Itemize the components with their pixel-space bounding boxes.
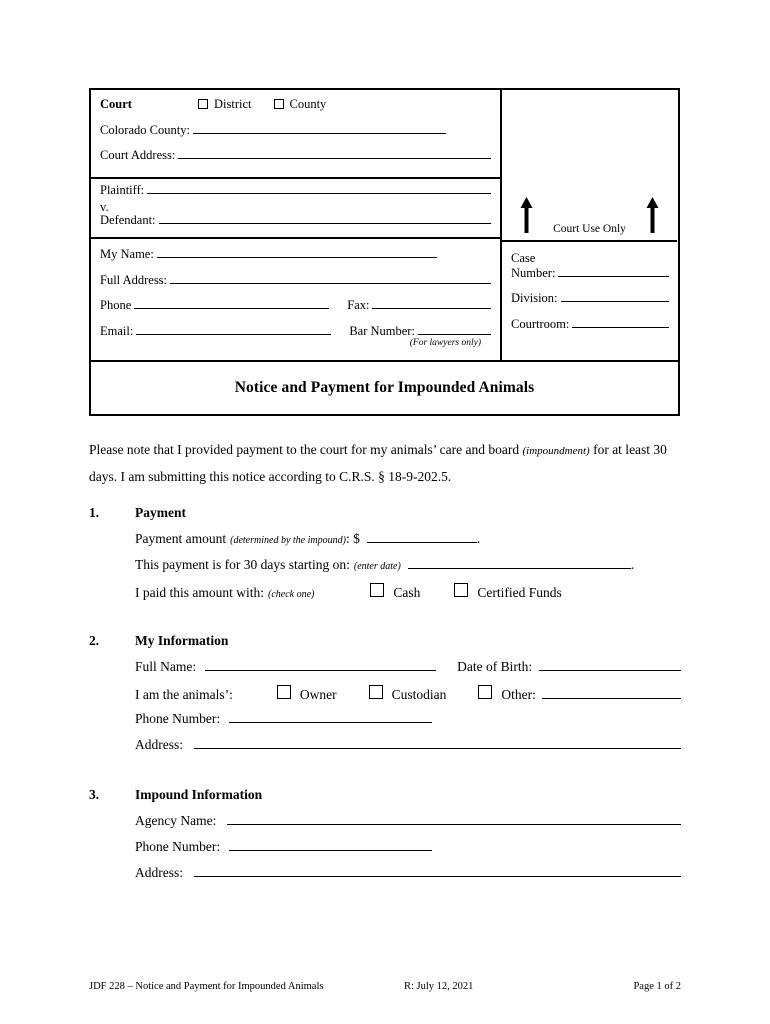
intro-impoundment-note: (impoundment) xyxy=(522,445,590,457)
court-use-only-block xyxy=(502,90,677,242)
bar-number-label: Bar Number: xyxy=(349,323,415,338)
court-type-district-option[interactable] xyxy=(198,97,252,112)
full-address-input[interactable] xyxy=(170,274,491,284)
section-2-title: My Information xyxy=(135,633,229,648)
form-title-bar xyxy=(91,360,678,413)
checkbox-cash-icon[interactable] xyxy=(370,583,384,597)
plaintiff-label: Plaintiff: xyxy=(100,183,145,197)
case-number-input[interactable] xyxy=(558,267,669,277)
court-use-only-label: Court Use Only xyxy=(553,223,626,235)
payment-method-cash-option[interactable] xyxy=(370,583,420,601)
section-my-information xyxy=(89,633,681,763)
payment-method-note: (check one) xyxy=(268,589,315,600)
payment-method-label: I paid this amount with: xyxy=(135,585,264,600)
courtroom-label: Courtroom: xyxy=(511,316,570,331)
court-label: Court xyxy=(100,97,132,111)
section-impound-information xyxy=(89,787,681,891)
agency-phone-number-row xyxy=(135,839,681,865)
checkbox-certified-funds-icon[interactable] xyxy=(454,583,468,597)
court-caption-box xyxy=(89,88,680,416)
agency-name-row xyxy=(135,813,681,839)
email-label: Email: xyxy=(100,323,134,338)
payment-start-date-row xyxy=(135,557,681,583)
fax-label: Fax: xyxy=(347,298,370,312)
payment-start-date-label: This payment is for 30 days starting on: xyxy=(135,557,350,572)
case-details-block xyxy=(502,242,677,360)
section-1-number: 1. xyxy=(89,505,100,520)
date-of-birth-input[interactable] xyxy=(539,660,681,671)
payment-start-date-note: (enter date) xyxy=(353,561,401,572)
section-3-title: Impound Information xyxy=(135,787,263,802)
my-address-input[interactable] xyxy=(194,738,681,749)
defendant-input[interactable] xyxy=(159,214,491,224)
my-full-name-input[interactable] xyxy=(205,660,436,671)
checkbox-custodian-icon[interactable] xyxy=(369,685,383,699)
court-type-district-label: District xyxy=(214,97,252,111)
parties-block xyxy=(91,179,500,239)
relationship-custodian-label: Custodian xyxy=(391,687,447,702)
intro-text-part1: Please note that I provided payment to the court for my animals’ care and board xyxy=(89,442,523,457)
payment-method-cash-label: Cash xyxy=(393,585,421,600)
payment-method-row xyxy=(135,583,681,609)
footer-revision-date: R: July 12, 2021 xyxy=(404,981,474,992)
checkbox-county-icon[interactable] xyxy=(274,99,284,109)
section-1-title: Payment xyxy=(135,505,186,520)
email-input[interactable] xyxy=(136,325,331,335)
payment-amount-row xyxy=(135,531,681,557)
my-phone-number-input[interactable] xyxy=(229,712,432,723)
caption-left-column xyxy=(91,90,502,360)
agency-phone-number-input[interactable] xyxy=(229,840,432,851)
case-number-label-line2: Number: xyxy=(511,265,556,280)
court-type-county-option[interactable] xyxy=(274,97,327,112)
payment-start-date-period: . xyxy=(630,557,635,572)
payment-amount-note: (determined by the impound) xyxy=(230,535,346,546)
section-payment xyxy=(89,505,681,609)
my-phone-number-row xyxy=(135,711,681,737)
intro-paragraph xyxy=(89,437,674,490)
relationship-owner-label: Owner xyxy=(299,687,337,702)
animal-relationship-label: I am the animals’: xyxy=(135,687,233,702)
payment-amount-currency: : $ xyxy=(345,531,360,546)
case-number-label-line1: Case xyxy=(511,251,536,265)
payment-amount-input[interactable] xyxy=(367,532,477,543)
relationship-custodian-option[interactable] xyxy=(369,685,447,703)
phone-input[interactable] xyxy=(134,299,329,309)
page-footer xyxy=(89,981,681,992)
footer-form-identifier: JDF 228 – Notice and Payment for Impounded Animals xyxy=(89,981,324,992)
agency-name-input[interactable] xyxy=(227,814,681,825)
payment-start-date-input[interactable] xyxy=(408,558,631,569)
fax-input[interactable] xyxy=(372,299,491,309)
date-of-birth-label: Date of Birth: xyxy=(457,659,533,674)
section-2-number: 2. xyxy=(89,633,100,648)
agency-address-input[interactable] xyxy=(194,866,681,877)
plaintiff-input[interactable] xyxy=(147,184,491,194)
court-address-input[interactable] xyxy=(178,149,491,159)
animal-relationship-row xyxy=(135,685,681,711)
defendant-label: Defendant: xyxy=(100,213,156,227)
footer-page-number: Page 1 of 2 xyxy=(633,981,681,992)
payment-method-certified-funds-label: Certified Funds xyxy=(477,585,562,600)
filer-contact-block xyxy=(91,239,500,360)
payment-method-certified-funds-option[interactable] xyxy=(454,583,561,601)
caption-right-column xyxy=(502,90,677,360)
colorado-county-label: Colorado County: xyxy=(100,123,190,137)
bar-number-input[interactable] xyxy=(418,325,491,335)
versus-label: v. xyxy=(100,199,109,214)
for-lawyers-only-note: (For lawyers only) xyxy=(409,338,481,348)
phone-label: Phone xyxy=(100,298,132,312)
my-name-label: My Name: xyxy=(100,247,154,261)
checkbox-other-icon[interactable] xyxy=(478,685,492,699)
relationship-other-option[interactable] xyxy=(478,685,681,703)
division-input[interactable] xyxy=(561,292,669,302)
my-full-name-label: Full Name: xyxy=(135,659,197,674)
agency-address-row xyxy=(135,865,681,891)
relationship-owner-option[interactable] xyxy=(277,685,337,703)
courtroom-input[interactable] xyxy=(572,318,669,328)
my-full-name-row xyxy=(135,659,681,685)
colorado-county-input[interactable] xyxy=(193,124,446,134)
court-address-label: Court Address: xyxy=(100,147,176,162)
court-identification-block xyxy=(91,90,500,179)
my-phone-number-label: Phone Number: xyxy=(135,711,221,726)
full-address-label: Full Address: xyxy=(100,272,168,287)
checkbox-owner-icon[interactable] xyxy=(277,685,291,699)
my-address-label: Address: xyxy=(135,737,183,752)
relationship-other-input[interactable] xyxy=(542,688,681,699)
checkbox-district-icon[interactable] xyxy=(198,99,208,109)
my-address-row xyxy=(135,737,681,763)
form-title: Notice and Payment for Impounded Animals xyxy=(234,378,535,396)
payment-amount-period: . xyxy=(476,531,481,546)
my-name-input[interactable] xyxy=(157,248,437,258)
court-type-county-label: County xyxy=(289,97,327,111)
intro-text-part2: for at least 30 days. I am submitting this notice according to C.R.S. § 18-9-202.5. xyxy=(89,442,667,484)
division-label: Division: xyxy=(511,291,558,305)
agency-phone-number-label: Phone Number: xyxy=(135,839,221,854)
relationship-other-label: Other: xyxy=(501,687,536,702)
section-3-number: 3. xyxy=(89,787,100,802)
agency-name-label: Agency Name: xyxy=(135,813,217,828)
agency-address-label: Address: xyxy=(135,865,183,880)
payment-amount-label: Payment amount xyxy=(135,531,227,546)
